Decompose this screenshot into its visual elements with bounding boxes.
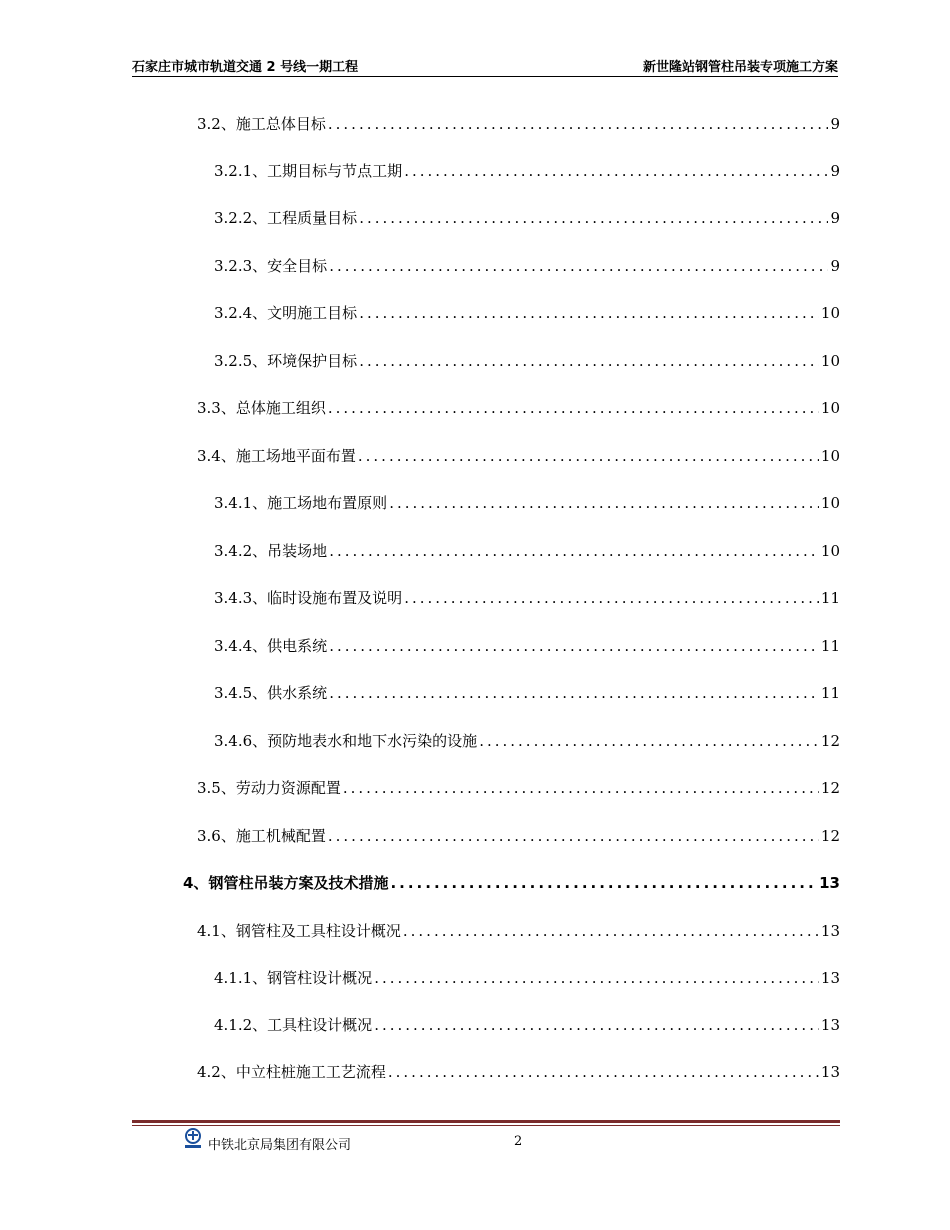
toc-leader-dots (359, 303, 819, 323)
toc-entry-title: 工程质量目标 (267, 209, 358, 227)
toc-entry-number: 4.1、 (197, 922, 236, 940)
toc-leader-dots (374, 1015, 819, 1035)
toc-entry-number: 4.1.1、 (214, 969, 268, 987)
toc-entry-number: 3.4.3、 (214, 589, 268, 607)
toc-entry-title: 中立柱桩施工工艺流程 (235, 1063, 386, 1081)
toc-entry-title: 钢管柱吊装方案及技术措施 (208, 874, 389, 892)
toc-leader-dots (328, 398, 819, 418)
toc-leader-dots (329, 636, 819, 656)
toc-entry-page: 10 (820, 399, 840, 417)
toc-leader-dots (403, 921, 819, 941)
toc-leader-dots (404, 588, 819, 608)
toc-entry-page: 13 (819, 874, 840, 892)
toc-entry-page: 11 (820, 637, 840, 655)
toc-entry-page: 10 (820, 542, 840, 560)
toc-leader-dots (328, 826, 819, 846)
toc-entry-title: 总体施工组织 (235, 399, 326, 417)
toc-entry-number: 3.4、 (197, 447, 236, 465)
toc-entry-title: 文明施工目标 (267, 304, 358, 322)
toc-entry-page: 13 (820, 922, 840, 940)
toc-entry[interactable] (214, 683, 840, 703)
toc-chapter-entry[interactable] (183, 873, 840, 893)
toc-entry-title: 钢管柱设计概况 (267, 969, 373, 987)
toc-entry-number: 3.4.2、 (214, 542, 268, 560)
toc-leader-dots (329, 541, 819, 561)
toc-entry-number: 3.4.6、 (214, 732, 268, 750)
toc-entry-page: 11 (820, 589, 840, 607)
toc-leader-dots (358, 446, 819, 466)
toc-entry-number: 3.2.3、 (214, 257, 268, 275)
toc-entry-number: 3.6、 (197, 827, 236, 845)
toc-entry[interactable] (197, 921, 840, 941)
toc-entry-title: 施工机械配置 (235, 827, 326, 845)
toc-entry-page: 11 (820, 684, 840, 702)
toc-leader-dots (388, 1062, 819, 1082)
toc-entry[interactable] (197, 1062, 840, 1082)
toc-entry-number: 3.5、 (197, 779, 236, 797)
toc-entry-title: 工具柱设计概况 (267, 1016, 373, 1034)
toc-entry-number: 3.4.5、 (214, 684, 268, 702)
toc-entry-page: 9 (830, 115, 840, 133)
toc-entry-page: 13 (820, 1016, 840, 1034)
toc-leader-dots (404, 161, 828, 181)
toc-entry-number: 4.2、 (197, 1063, 236, 1081)
toc-entry-page: 9 (830, 162, 840, 180)
toc-entry[interactable] (214, 256, 840, 276)
footer-page-number: 2 (514, 1134, 523, 1149)
toc-entry-number: 4.1.2、 (214, 1016, 268, 1034)
toc-leader-dots (359, 351, 819, 371)
toc-entry-title: 施工场地平面布置 (235, 447, 356, 465)
toc-entry-page: 13 (820, 1063, 840, 1081)
toc-entry-page: 10 (820, 304, 840, 322)
toc-entry-page: 10 (820, 352, 840, 370)
toc-leader-dots (359, 208, 828, 228)
toc-entry-number: 3.2.1、 (214, 162, 268, 180)
toc-entry-page: 10 (820, 494, 840, 512)
toc-entry-title: 预防地表水和地下水污染的设施 (267, 732, 478, 750)
toc-entry-title: 吊装场地 (267, 542, 328, 560)
toc-entry-number: 3.4.4、 (214, 637, 268, 655)
toc-entry-number: 3.2.4、 (214, 304, 268, 322)
toc-entry-title: 钢管柱及工具柱设计概况 (235, 922, 401, 940)
toc-entry[interactable] (214, 731, 840, 751)
toc-entry[interactable] (214, 208, 840, 228)
toc-entry-number: 3.4.1、 (214, 494, 268, 512)
toc-entry-title: 环境保护目标 (267, 352, 358, 370)
toc-leader-dots (390, 873, 817, 893)
toc-leader-dots (329, 683, 819, 703)
footer-divider-thick (132, 1120, 840, 1123)
toc-entry[interactable] (197, 114, 840, 134)
toc-entry[interactable] (214, 541, 840, 561)
toc-entry-number: 3.2、 (197, 115, 236, 133)
toc-entry[interactable] (214, 636, 840, 656)
toc-entry-page: 9 (830, 209, 840, 227)
toc-entry-page: 12 (820, 779, 840, 797)
toc-entry-page: 10 (820, 447, 840, 465)
toc-entry[interactable] (214, 351, 840, 371)
toc-entry[interactable] (214, 493, 840, 513)
toc-entry-page: 12 (820, 827, 840, 845)
toc-leader-dots (329, 256, 828, 276)
toc-entry-title: 工期目标与节点工期 (267, 162, 403, 180)
toc-entry-number: 3.2.5、 (214, 352, 268, 370)
toc-leader-dots (479, 731, 819, 751)
toc-entry-number: 3.3、 (197, 399, 236, 417)
toc-entry-page: 13 (820, 969, 840, 987)
footer-divider-thin (132, 1125, 840, 1126)
toc-leader-dots (343, 778, 819, 798)
toc-entry[interactable] (214, 588, 840, 608)
toc-leader-dots (328, 114, 829, 134)
header-project-title: 石家庄市城市轨道交通 2 号线一期工程 (132, 60, 359, 75)
toc-entry[interactable] (197, 778, 840, 798)
toc-entry-title: 安全目标 (267, 257, 328, 275)
toc-entry[interactable] (214, 161, 840, 181)
toc-leader-dots (389, 493, 819, 513)
toc-entry-title: 临时设施布置及说明 (267, 589, 403, 607)
toc-entry[interactable] (197, 398, 840, 418)
header-document-title: 新世隆站钢管柱吊装专项施工方案 (642, 60, 838, 75)
toc-entry[interactable] (214, 1015, 840, 1035)
toc-entry-page: 12 (820, 732, 840, 750)
toc-entry[interactable] (197, 826, 840, 846)
toc-entry[interactable] (214, 303, 840, 323)
footer-company-name: 中铁北京局集团有限公司 (208, 1138, 352, 1153)
toc-entry[interactable] (197, 446, 840, 466)
toc-entry-title: 供电系统 (267, 637, 328, 655)
toc-entry[interactable] (214, 968, 840, 988)
page-header (132, 56, 838, 77)
toc-entry-title: 供水系统 (267, 684, 328, 702)
crcc-logo-icon (183, 1128, 203, 1150)
toc-entry-title: 劳动力资源配置 (235, 779, 341, 797)
toc-entry-title: 施工场地布置原则 (267, 494, 388, 512)
toc-entry-number: 4、 (183, 874, 209, 892)
toc-entry-page: 9 (830, 257, 840, 275)
toc-entry-title: 施工总体目标 (235, 115, 326, 133)
toc-entry-number: 3.2.2、 (214, 209, 268, 227)
toc-leader-dots (374, 968, 819, 988)
